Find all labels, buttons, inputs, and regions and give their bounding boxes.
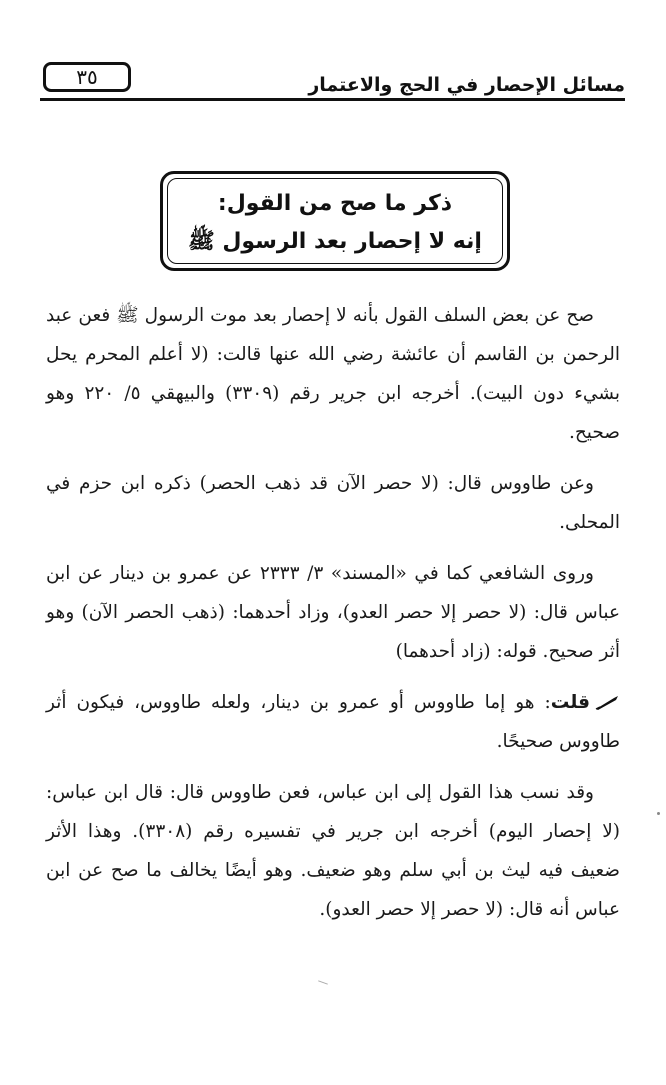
note-text: : هو إما طاووس أو عمرو بن دينار، ولعله طاووس، فيكون أثر طاووس صحيحًا.	[46, 692, 620, 752]
section-title-box	[160, 171, 510, 271]
paragraph-final: وقد نسب هذا القول إلى ابن عباس، فعن طاووس قال: قال ابن عباس: (لا إحصار اليوم) أخرجه ابن جرير في تفسيره رقم (٣٣٠٨). وهذا الأثر ضعيف فيه ليث بن أبي سلم وهو ضعيف. وهو أيضًا يخالف ما صح عن ابن عباس أنه قال: (لا حصر إلا حصر العدو).	[46, 782, 620, 920]
section-title-frame	[167, 178, 503, 264]
running-title: مسائل الإحصار في الحج والاعتمار	[308, 74, 625, 96]
paragraph-1: صح عن بعض السلف القول بأنه لا إحصار بعد موت الرسول ﷺ فعن عبد الرحمن بن القاسم أن عائشة رضي الله عنها قالت: (لا أعلم المحرم يحل بشيء دون البيت). أخرجه ابن جرير رقم (٣٣٠٩) والبيهقي ٥/ ٢٢٠ وهو صحيح.	[46, 305, 620, 443]
footer-mark	[318, 980, 328, 984]
note-label: قلت	[550, 692, 590, 713]
section-title-line-2: إنه لا إحصار بعد الرسول ﷺ	[188, 229, 482, 254]
paragraph-3: وروى الشافعي كما في «المسند» ٣/ ٢٣٣٣ عن عمرو بن دينار عن ابن عباس قال: (لا حصر إلا حصر العدو)، وزاد أحدهما: (ذهب الحصر الآن) وهو أثر صحيح. قوله: (زاد أحدهما)	[46, 563, 620, 662]
paragraph-2: وعن طاووس قال: (لا حصر الآن قد ذهب الحصر) ذكره ابن حزم في المحلى.	[46, 473, 620, 533]
margin-dot	[657, 812, 660, 815]
page-header	[40, 60, 625, 102]
page-number: ٣٥	[43, 62, 131, 92]
header-rule	[40, 98, 625, 101]
pen-icon	[594, 695, 620, 711]
body-text	[46, 296, 620, 941]
section-title-line-1: ذكر ما صح من القول:	[217, 191, 453, 216]
note-paragraph	[46, 683, 620, 761]
